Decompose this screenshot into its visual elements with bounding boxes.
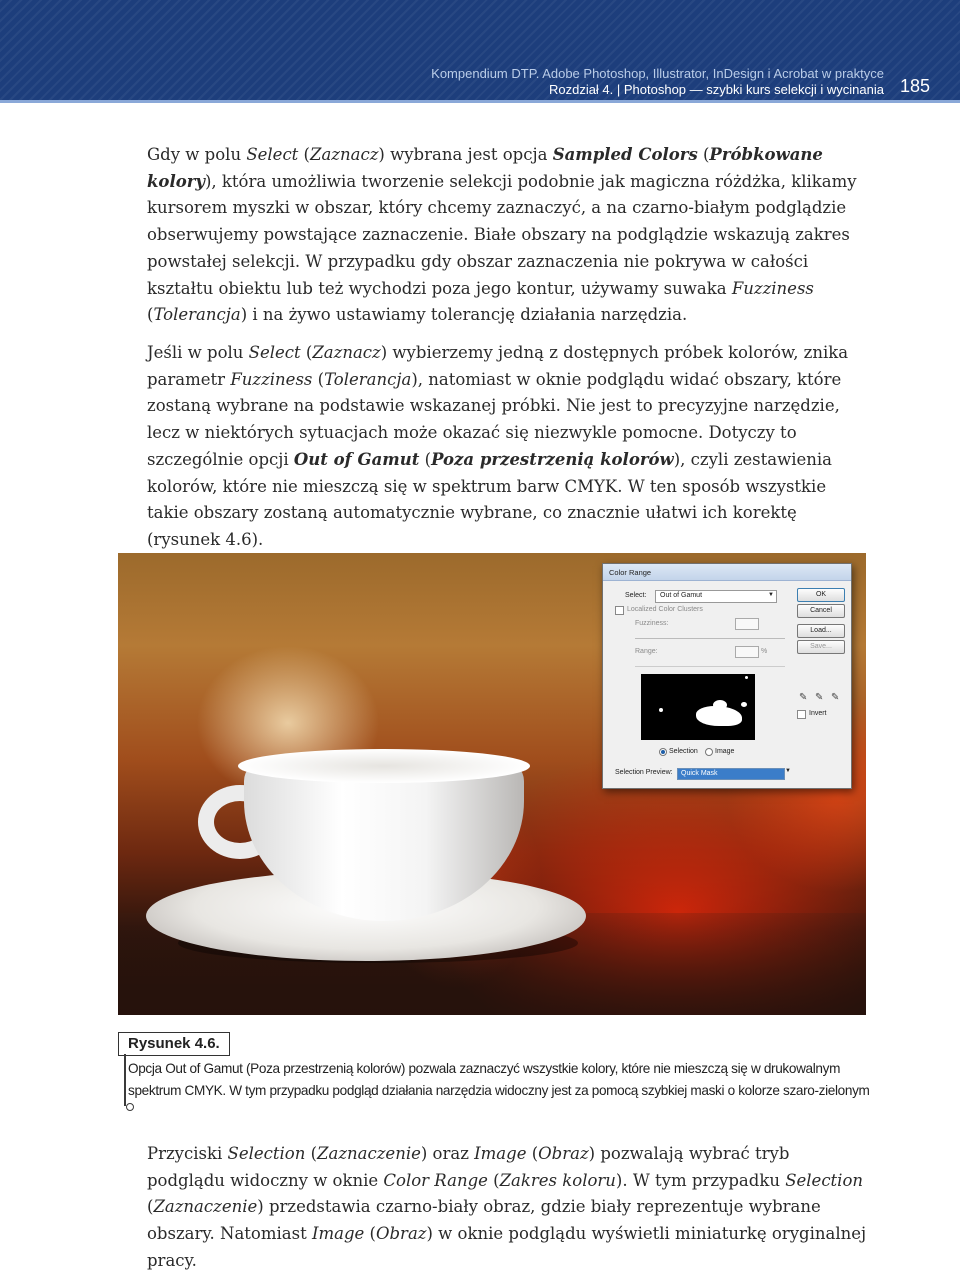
color-range-dialog <box>602 563 852 789</box>
selection-preview-value: Quick Mask <box>681 770 718 777</box>
select-label: Select: <box>625 592 647 599</box>
header-divider <box>0 100 960 103</box>
dialog-title: Color Range <box>609 568 652 577</box>
invert-checkbox[interactable] <box>797 710 806 719</box>
caption-rule-end <box>126 1103 134 1111</box>
figure-photo <box>118 553 866 1015</box>
localized-clusters-label: Localized Color Clusters <box>627 606 703 613</box>
range-slider[interactable] <box>635 666 785 667</box>
selection-preview-label: Selection Preview: <box>615 769 673 776</box>
select-value: Out of Gamut <box>660 592 703 599</box>
chapter-title: Rozdział 4. | Photoshop — szybki kurs selekcji i wycinania <box>548 82 884 97</box>
selection-radio[interactable] <box>659 748 667 756</box>
figure-caption-title: Rysunek 4.6. <box>118 1032 230 1056</box>
paragraph-3: Przyciski Selection (Zaznaczenie) oraz Image (Obraz) pozwalają wybrać tryb podglądu widoczny w oknie Color Range (Zakres koloru). W tym przypadku Selection (Zaznaczenie) przedstawia czarno-biały obraz, gdzie biały reprezentuje wybrane obszary. Natomiast Image (Obraz) w oknie podglądu wyświetli miniaturkę oryginalnej pracy. <box>147 1144 867 1270</box>
page-number: 185 <box>899 76 930 96</box>
eyedropper-plus-icon[interactable]: ✎ <box>815 692 824 703</box>
caption-line-1: Opcja Out of Gamut (Poza przestrzenią kolorów) pozwala zaznaczyć wszystkie kolory, które nie mieszczą się w drukowalnym <box>128 1061 841 1076</box>
dialog-titlebar <box>603 564 851 581</box>
range-unit: % <box>761 648 768 655</box>
paragraph-1: Gdy w polu Select (Zaznacz) wybrana jest opcja Sampled Colors (Próbkowane kolory), która umożliwia tworzenie selekcji podobnie jak magiczna różdżka, klikamy kursorem myszki w obszar, który chcemy zaznaczyć, a na czarno-białym podglądzie obserwujemy powstające zaznaczenie. Białe obszary na podglądzie wskazują zakres powstałej selekcji. W przypadku gdy obszar zaznaczenia nie pokrywa w całości kształtu obiektu lub też wychodzi poza jego kontur, używamy suwaka Fuzziness (Tolerancja) i na żywo ustawiamy tolerancję działania narzędzia. <box>147 145 857 325</box>
range-label: Range: <box>635 648 658 655</box>
cancel-button[interactable]: Cancel <box>797 604 845 618</box>
book-title: Kompendium DTP. Adobe Photoshop, Illustrator, InDesign i Acrobat w praktyce <box>431 66 884 81</box>
figure-caption <box>128 1058 888 1102</box>
caption-line-2: spektrum CMYK. W tym przypadku podgląd działania narzędzia widoczny jest za pomocą szybkiej maski o kolorze szaro-zielonym <box>128 1083 870 1098</box>
chevron-down-icon: ▼ <box>785 768 791 774</box>
eyedropper-icon[interactable]: ✎ <box>799 692 808 703</box>
selection-preview-dropdown[interactable] <box>677 768 785 780</box>
select-dropdown[interactable] <box>655 590 777 603</box>
image-radio-label: Image <box>715 748 735 755</box>
localized-clusters-checkbox[interactable] <box>615 606 624 615</box>
load-button[interactable]: Load... <box>797 624 845 638</box>
ok-button[interactable]: OK <box>797 588 845 602</box>
range-field[interactable] <box>735 646 759 658</box>
invert-label: Invert <box>809 710 827 717</box>
save-button[interactable]: Save... <box>797 640 845 654</box>
selection-radio-label: Selection <box>669 748 698 755</box>
cup-rim <box>238 749 530 783</box>
image-radio[interactable] <box>705 748 713 756</box>
selection-preview-thumbnail <box>641 674 755 740</box>
paragraph-2: Jeśli w polu Select (Zaznacz) wybierzemy jedną z dostępnych próbek kolorów, znika parametr Fuzziness (Tolerancja), natomiast w oknie podglądu widać obszary, które zostaną wybrane na podstawie wskazanej próbki. Nie jest to precyzyjne narzędzie, lecz w niektórych sytuacjach może okazać się niezwykle pomocne. Dotyczy to szczególnie opcji Out of Gamut (Poza przestrzenią kolorów), czyli zestawienia kolorów, które nie mieszczą się w spektrum barw CMYK. W ten sposób wszystkie takie obszary zostaną automatycznie wybrane, co znacznie ułatwi ich korektę (rysunek 4.6). <box>147 343 849 549</box>
eyedropper-minus-icon[interactable]: ✎ <box>831 692 840 703</box>
caption-rule <box>124 1054 126 1106</box>
fuzziness-slider[interactable] <box>635 638 785 639</box>
fuzziness-label: Fuzziness: <box>635 620 669 627</box>
fuzziness-field[interactable] <box>735 618 759 630</box>
chevron-down-icon: ▼ <box>768 592 774 598</box>
